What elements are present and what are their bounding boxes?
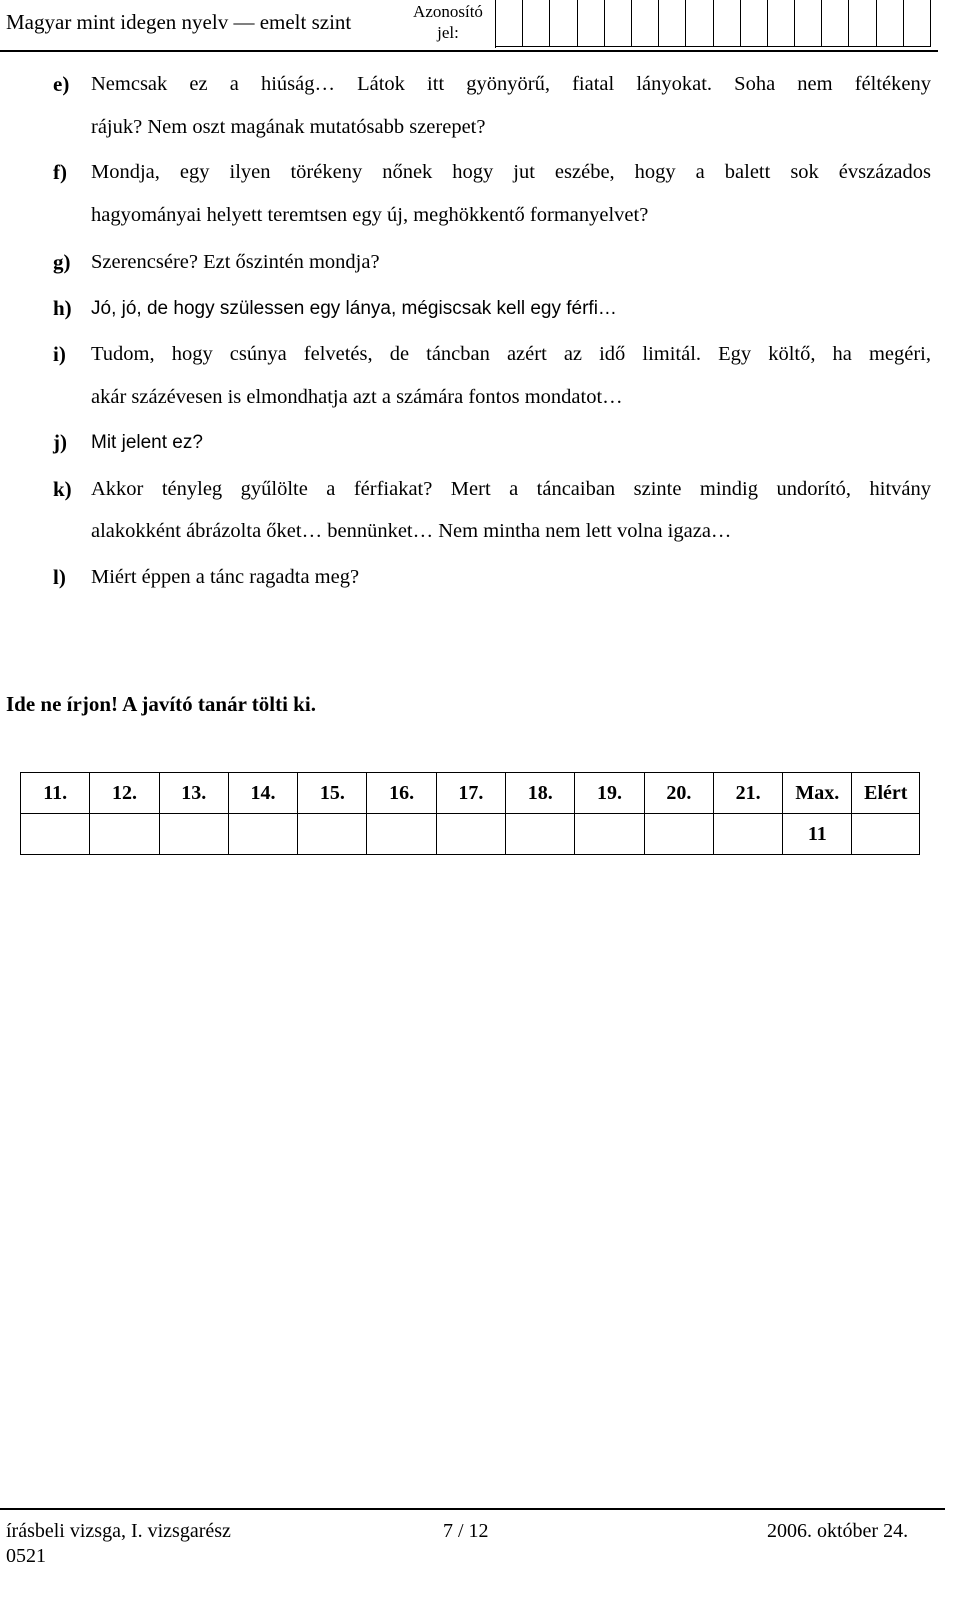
id-box[interactable]	[605, 0, 632, 47]
score-value-row	[21, 814, 920, 855]
page-header	[0, 0, 960, 50]
id-box[interactable]	[768, 0, 795, 47]
grader-notice: Ide ne írjon! A javító tanár tölti ki.	[6, 692, 316, 716]
id-label-line-2: jel:	[437, 23, 459, 42]
item-letter-i: i)	[53, 342, 66, 366]
score-header-cell: 19.	[575, 773, 644, 814]
score-cell[interactable]	[575, 814, 644, 855]
id-label	[402, 1, 494, 43]
item-k-line-2: alakokként ábrázolta őket… bennünket… Nem mintha nem lett volna igaza…	[91, 520, 732, 542]
item-letter-e: e)	[53, 72, 70, 96]
id-box[interactable]	[822, 0, 849, 47]
score-header-cell: 21.	[713, 773, 782, 814]
score-header-achieved: Elért	[852, 773, 920, 814]
item-f-line-1: Mondja, egy ilyen törékeny nőnek hogy jut eszébe, hogy a balett sok évszázados	[91, 161, 931, 183]
id-box[interactable]	[714, 0, 741, 47]
score-cell[interactable]	[367, 814, 436, 855]
score-cell[interactable]	[506, 814, 575, 855]
id-box[interactable]	[523, 0, 550, 47]
id-box[interactable]	[849, 0, 876, 47]
item-f-line-2: hagyományai helyett teremtsen egy új, meghökkentő formanyelvet?	[91, 204, 649, 226]
item-letter-f: f)	[53, 160, 67, 184]
score-header-cell: 12.	[90, 773, 159, 814]
score-header-cell: 13.	[159, 773, 228, 814]
score-cell[interactable]	[298, 814, 367, 855]
footer-page-number: 7 / 12	[443, 1520, 489, 1542]
score-cell[interactable]	[21, 814, 90, 855]
id-box[interactable]	[795, 0, 822, 47]
score-max-value: 11	[783, 814, 852, 855]
id-box[interactable]	[578, 0, 605, 47]
id-label-line-1: Azonosító	[413, 2, 483, 21]
id-box[interactable]	[686, 0, 713, 47]
item-letter-j: j)	[53, 430, 67, 454]
item-i-line-1: Tudom, hogy csúnya felvetés, de táncban azért az idő limitál. Egy költő, ha megéri,	[91, 343, 931, 365]
score-table	[20, 772, 920, 855]
id-box[interactable]	[632, 0, 659, 47]
score-header-cell: 15.	[298, 773, 367, 814]
item-j-line-1: Mit jelent ez?	[91, 432, 203, 453]
id-box[interactable]	[904, 0, 931, 47]
footer-divider	[0, 1508, 945, 1510]
id-box[interactable]	[550, 0, 577, 47]
score-cell[interactable]	[436, 814, 505, 855]
id-code-boxes	[495, 0, 931, 48]
footer-date: 2006. október 24.	[767, 1520, 909, 1542]
item-h-line-1: Jó, jó, de hogy szülessen egy lánya, mégiscsak kell egy férfi…	[91, 298, 617, 319]
score-header-cell: 16.	[367, 773, 436, 814]
item-e-line-1: Nemcsak ez a hiúság… Látok itt gyönyörű, fiatal lányokat. Soha nem féltékeny	[91, 73, 931, 95]
id-box[interactable]	[496, 0, 523, 47]
score-cell[interactable]	[644, 814, 713, 855]
score-header-cell: 20.	[644, 773, 713, 814]
item-i-line-2: akár százévesen is elmondhatja azt a számára fontos mondatot…	[91, 386, 623, 408]
id-box[interactable]	[741, 0, 768, 47]
score-cell[interactable]	[90, 814, 159, 855]
item-l-line-1: Miért éppen a tánc ragadta meg?	[91, 566, 360, 588]
score-header-max: Max.	[783, 773, 852, 814]
score-achieved-value[interactable]	[852, 814, 920, 855]
item-g-line-1: Szerencsére? Ezt őszintén mondja?	[91, 251, 380, 273]
id-box[interactable]	[877, 0, 904, 47]
score-header-row	[21, 773, 920, 814]
item-e-line-2: rájuk? Nem oszt magának mutatósabb szerepet?	[91, 116, 486, 138]
score-header-cell: 17.	[436, 773, 505, 814]
footer-exam-part: írásbeli vizsga, I. vizsgarész	[6, 1520, 231, 1542]
score-header-cell: 14.	[228, 773, 297, 814]
item-letter-h: h)	[53, 296, 72, 320]
score-header-cell: 11.	[21, 773, 90, 814]
item-letter-g: g)	[53, 250, 71, 274]
header-divider	[0, 50, 938, 52]
score-cell[interactable]	[159, 814, 228, 855]
item-letter-l: l)	[53, 565, 66, 589]
item-k-line-1: Akkor tényleg gyűlölte a férfiakat? Mert a táncaiban szinte mindig undorító, hitvány	[91, 478, 931, 500]
header-title: Magyar mint idegen nyelv — emelt szint	[6, 10, 352, 34]
item-letter-k: k)	[53, 477, 72, 501]
id-box[interactable]	[659, 0, 686, 47]
score-cell[interactable]	[228, 814, 297, 855]
footer-code: 0521	[6, 1545, 46, 1567]
score-cell[interactable]	[713, 814, 782, 855]
score-header-cell: 18.	[506, 773, 575, 814]
